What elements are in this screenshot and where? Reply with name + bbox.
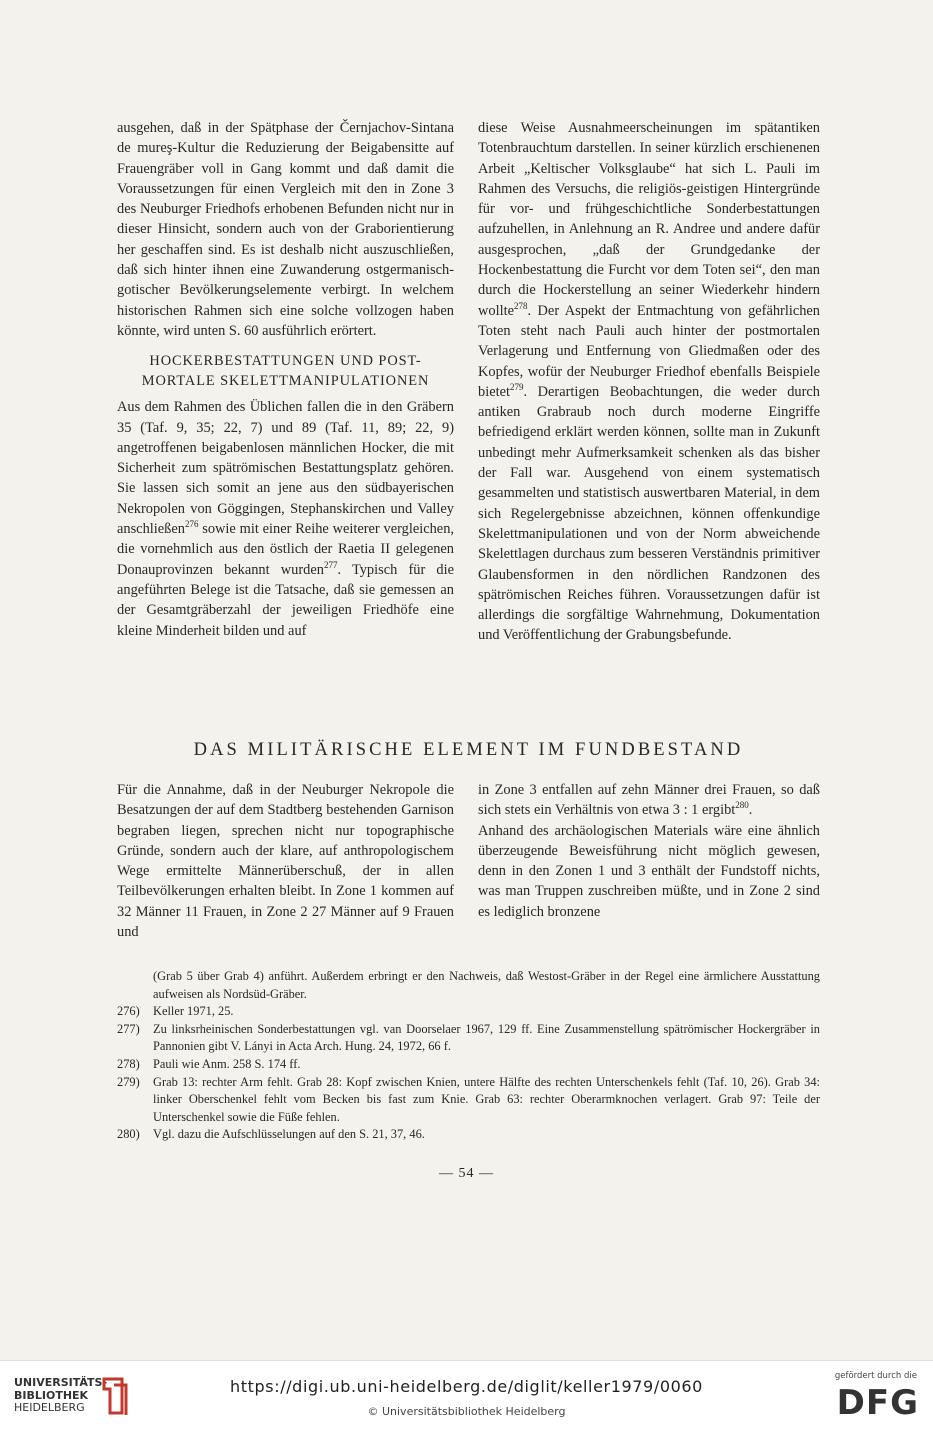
library-logo-text[interactable]: UNIVERSITÄTS- BIBLIOTHEK HEIDELBERG [14,1376,108,1414]
footnote: 280) Vgl. dazu die Aufschlüsselungen auf den S. 21, 37, 46. [117,1127,425,1142]
paragraph: Für die Annahme, daß in der Neuburger Nekropole die Besatzungen der auf dem Stadtberg bestehenden Garnison begraben liegen, sprechen nicht nur topographische Gründe, sondern auch der klare, auf anthropologischem Wege ermittelte Männerüberschuß, der in allen Teilbevölkerungen erhalten bleibt. In Zone 1 kommen auf 32 Männer 11 Frauen, in Zone 2 27 Männer auf 9 Frauen und [117,782,454,941]
permalink-url[interactable]: https://digi.ub.uni-heidelberg.de/diglit/keller1979/0060 [230,1377,703,1396]
footnote-ref[interactable]: 276 [184,519,199,530]
left-column-top [117,118,454,641]
paragraph: ausgehen, daß in der Spätphase der Černjachov-Sintana de mureş-Kultur die Reduzierung der Beigabensitte auf Frauengräber voll in Gang kommt und daß damit die Voraussetzungen für einen Vergleich mit den in Zone 3 des Neuburger Friedhofs erhobenen Befunden nicht nur in dieser Hinsicht, sondern auch von der Graborientierung her geschaffen sind. Es ist deshalb nicht auszuschließen, daß sich hinter ihnen eine Zuwanderung ostgermanisch-gotischer Bevölkerungselemente verbirgt. In welchem historischen Rahmen sich eine solche vollzogen haben könnte, wird unten S. 60 ausführlich erörtert. [117,120,454,339]
footnote-ref[interactable]: 277 [323,559,338,570]
footnote: 279) Grab 13: rechter Arm fehlt. Grab 28: Kopf zwischen Knien, untere Hälfte des rechten Unterschenkels fehlt (Taf. 10, 26). Grab 34: linker Oberschenkel fehlt vom Becken bis fast zum Knie. Grab 63: rechter Oberarmknochen verlagert. Grab 97: Teile der Unterschenkel sowie die Füße fehlen. [117,1074,820,1124]
footnote-ref[interactable]: 279 [509,382,524,393]
footnote-ref[interactable]: 278 [513,300,528,311]
dfg-funding-note: gefördert durch die [834,1371,917,1381]
footnote-continuation: (Grab 5 über Grab 4) anführt. Außerdem erbringt er den Nachweis, daß Westost-Gräber in der Regel eine ärmlichere Ausstattung aufweisen als Nordsüd-Gräber. [153,969,820,1001]
subheading: HOCKERBESTATTUNGEN UND POST-MORTALE SKELETTMANIPULATIONEN [141,353,430,390]
copyright-notice: © Universitätsbibliothek Heidelberg [367,1405,566,1418]
left-column-bottom [117,780,454,942]
paragraph: Aus dem Rahmen des Üblichen fallen die in den Gräbern 35 (Taf. 9, 35; 22, 7) und 89 (Taf. 11, 89; 22, 9) angetroffenen beigabenlosen männlichen Hocker, die mit Sicherheit zum spätrömischen Bestattungsplatz gehören. Sie lassen sich somit an jene aus den südbayerischen Nekropolen von Göggingen, Stephanskirchen und Valley anschließen$^{276}$ sowie mit einer Reihe weiterer vergleichen, die vornehmlich aus den östlich der Raetia II gelegenen Donauprovinzen bekannt wurden$^{277}$. Typisch für die angeführten Belege ist die Tatsache, daß sie gemessen an der Gesamtgräberzahl der jeweiligen Friedhöfe eine kleine Minderheit bilden und auf [117,399,454,639]
page-number: — 54 — [439,1166,494,1181]
right-column-top [478,118,820,646]
paragraph: Anhand des archäologischen Materials wäre eine ähnlich überzeugende Beweisführung nicht möglich gewesen, denn in den Zonen 1 und 3 enthält der Fundstoff nichts, was man Truppen zuschreiben müßte, und in Zone 2 sind es lediglich bronzene [478,822,820,920]
footnote: 278) Pauli wie Anm. 258 S. 174 ff. [117,1056,301,1071]
footnote: 276) Keller 1971, 25. [117,1004,234,1019]
section-title: DAS MILITÄRISCHE ELEMENT IM FUNDBESTAND [193,740,744,760]
dfg-logo[interactable]: DFG [836,1383,919,1423]
right-column-bottom [478,780,820,922]
footnote-ref[interactable]: 280 [735,800,749,811]
paragraph: diese Weise Ausnahmeerscheinungen im spätantiken Totenbrauchtum darstellen. In seiner kürzlich erschienenen Arbeit „Keltischer Volksglaube“ hat sich L. Pauli im Rahmen des Versuchs, die religiös-geistigen Hintergründe für vor- und frühgeschichtliche Sonderbestattungen aufzuhellen, in Anlehnung an R. Andree und andere dafür ausgesprochen, „daß der Grundgedanke der Hockenbestattung die Furcht vor dem Toten sei“, den man durch die Hockerstellung an seiner Wiederkehr hindern wollte$^{278}$. Der Aspekt der Entmachtung von gefährlichen Toten steht nach Pauli auch hinter der postmortalen Verlagerung und Entfernung von Gliedmaßen oder des Kopfes, wofür der Neuburger Friedhof ebenfalls Beispiele bietet$^{279}$. Derartigen Beobachtungen, die weder durch antiken Grabraub noch durch moderne Eingriffe befriedigend erklärt werden können, sollte man in Zukunft unbedingt mehr Aufmerksamkeit schenken als das bisher der Fall war. Ausgehend von einem systematisch gesammelten und statistisch auswertbaren Material, in dem sich Regelergebnisse abzeichnen, können offenkundige Skelettmanipulationen und von der Norm abweichende Skelettlagen durchaus zum besseren Verständnis primitiver Glaubensformen in den nördlichen Randzonen des spätrömischen Reiches führen. Voraussetzungen dafür ist allerdings die sorgfältige Wahrnehmung, Dokumentation und Veröffentlichung der Grabungsbefunde. [478,120,820,644]
footnotes [117,968,820,1144]
paragraph: in Zone 3 entfallen auf zehn Männer drei Frauen, so daß sich stets ein Verhältnis von etwa 3 : 1 ergibt$^{280}$. [478,782,820,819]
footnote: 277) Zu linksrheinischen Sonderbestattungen vgl. van Doorselaer 1967, 129 ff. Eine Zusammenstellung spätrömischer Hockergräber in Pannonien gibt V. Lányi in Acta Arch. Hung. 24, 1972, 66 f. [117,1021,820,1054]
footer-bar [0,1360,933,1429]
